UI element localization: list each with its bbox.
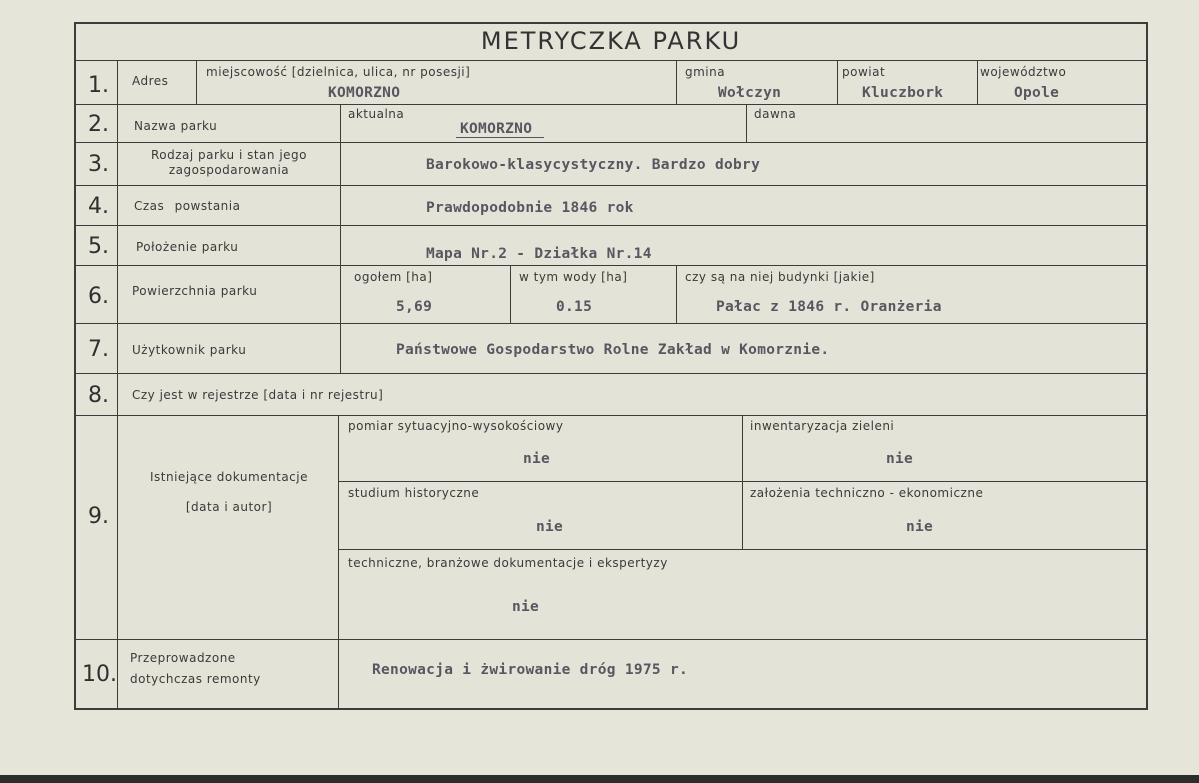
park-name-label: Nazwa parku <box>134 119 218 133</box>
divider <box>742 416 743 549</box>
buildings-label: czy są na niej budynki [jakie] <box>685 270 875 284</box>
divider <box>117 640 118 708</box>
title-row <box>76 24 1146 61</box>
powiat-value: Kluczbork <box>862 85 944 101</box>
divider <box>117 186 118 226</box>
greenery-label: inwentaryzacja zieleni <box>750 419 895 433</box>
row-park-name <box>76 105 1146 143</box>
row-park-type <box>76 143 1146 186</box>
divider <box>340 143 341 186</box>
greenery-value: nie <box>886 451 914 467</box>
voivodeship-label: województwo <box>980 65 1067 79</box>
divider <box>196 61 197 105</box>
address-label: Adres <box>132 74 169 88</box>
water-area-label: w tym wody [ha] <box>519 270 628 284</box>
row-number: 3. <box>88 152 109 177</box>
divider <box>117 61 118 105</box>
row-number: 6. <box>88 284 109 309</box>
row-number: 9. <box>88 504 109 529</box>
divider <box>117 324 118 374</box>
buildings-value: Pałac z 1846 r. Oranżeria <box>716 299 942 315</box>
divider <box>340 186 341 226</box>
survey-label: pomiar sytuacyjno-wysokościowy <box>348 419 564 433</box>
divider <box>117 226 118 266</box>
row-documentation <box>76 416 1146 640</box>
label-line: Przeprowadzone <box>130 651 236 665</box>
divider <box>340 105 341 143</box>
label-line: zagospodarowania <box>168 163 290 177</box>
location-value: Mapa Nr.2 - Działka Nr.14 <box>426 246 652 262</box>
divider <box>676 266 677 324</box>
divider <box>338 640 339 708</box>
row-address <box>76 61 1146 105</box>
divider <box>117 374 118 416</box>
gmina-value: Wołczyn <box>718 85 782 101</box>
divider <box>117 266 118 324</box>
creation-time-value: Prawdopodobnie 1846 rok <box>426 200 634 216</box>
powiat-label: powiat <box>842 65 886 79</box>
gmina-label: gmina <box>685 65 726 79</box>
divider <box>338 416 339 640</box>
divider <box>746 105 747 143</box>
park-type-label <box>120 148 338 178</box>
current-name-value: KOMORZNO <box>456 121 544 138</box>
row-number: 5. <box>88 234 109 259</box>
documentation-label <box>120 462 338 522</box>
tech-econ-value: nie <box>906 519 934 535</box>
user-value: Państwowe Gospodarstwo Rolne Zakład w Komorznie. <box>396 342 830 358</box>
register-label: Czy jest w rejestrze [data i nr rejestru] <box>132 388 384 402</box>
divider <box>676 61 677 105</box>
location-label: Położenie parku <box>136 240 239 254</box>
label-line: Istniejące dokumentacje <box>150 470 308 484</box>
divider <box>977 61 978 105</box>
divider <box>117 416 118 640</box>
label-line: dotychczas remonty <box>130 672 261 686</box>
divider <box>340 324 341 374</box>
history-label: studium historyczne <box>348 486 480 500</box>
row-location <box>76 226 1146 266</box>
divider <box>117 143 118 186</box>
row-number: 8. <box>88 383 109 408</box>
row-area <box>76 266 1146 324</box>
renovations-label <box>130 648 261 690</box>
expert-value: nie <box>512 599 540 615</box>
row-number: 1. <box>88 73 109 98</box>
park-record-card <box>74 22 1148 710</box>
divider <box>340 266 341 324</box>
row-renovations <box>76 640 1146 708</box>
park-type-value: Barokowo-klasycystyczny. Bardzo dobry <box>426 157 761 173</box>
renovations-value: Renowacja i żwirowanie dróg 1975 r. <box>372 662 689 678</box>
row-number: 7. <box>88 337 109 362</box>
tech-econ-label: założenia techniczno - ekonomiczne <box>750 486 984 500</box>
current-name-label: aktualna <box>348 107 405 121</box>
former-name-label: dawna <box>754 107 797 121</box>
label-line: Rodzaj parku i stan jego <box>150 148 308 162</box>
expert-label: techniczne, branżowe dokumentacje i ekspertyzy <box>348 556 668 570</box>
total-area-value: 5,69 <box>396 299 433 315</box>
user-label: Użytkownik parku <box>132 343 247 357</box>
row-user <box>76 324 1146 374</box>
divider <box>340 226 341 266</box>
area-label: Powierzchnia parku <box>132 284 258 298</box>
divider <box>510 266 511 324</box>
row-number: 2. <box>88 112 109 137</box>
history-value: nie <box>536 519 564 535</box>
locality-value: KOMORZNO <box>328 85 401 101</box>
row-number: 10. <box>82 662 117 687</box>
label-line: [data i autor] <box>185 500 273 514</box>
locality-label: miejscowość [dzielnica, ulica, nr posesji] <box>206 65 471 79</box>
scanner-edge <box>0 775 1199 783</box>
divider <box>837 61 838 105</box>
row-register <box>76 374 1146 416</box>
total-area-label: ogołem [ha] <box>354 270 433 284</box>
card-title: METRYCZKA PARKU <box>480 27 742 55</box>
divider <box>117 105 118 143</box>
divider <box>338 549 1146 550</box>
water-area-value: 0.15 <box>556 299 593 315</box>
survey-value: nie <box>523 451 551 467</box>
row-number: 4. <box>88 194 109 219</box>
row-creation-time <box>76 186 1146 226</box>
creation-time-label: Czas powstania <box>134 199 241 213</box>
voivodeship-value: Opole <box>1014 85 1060 101</box>
